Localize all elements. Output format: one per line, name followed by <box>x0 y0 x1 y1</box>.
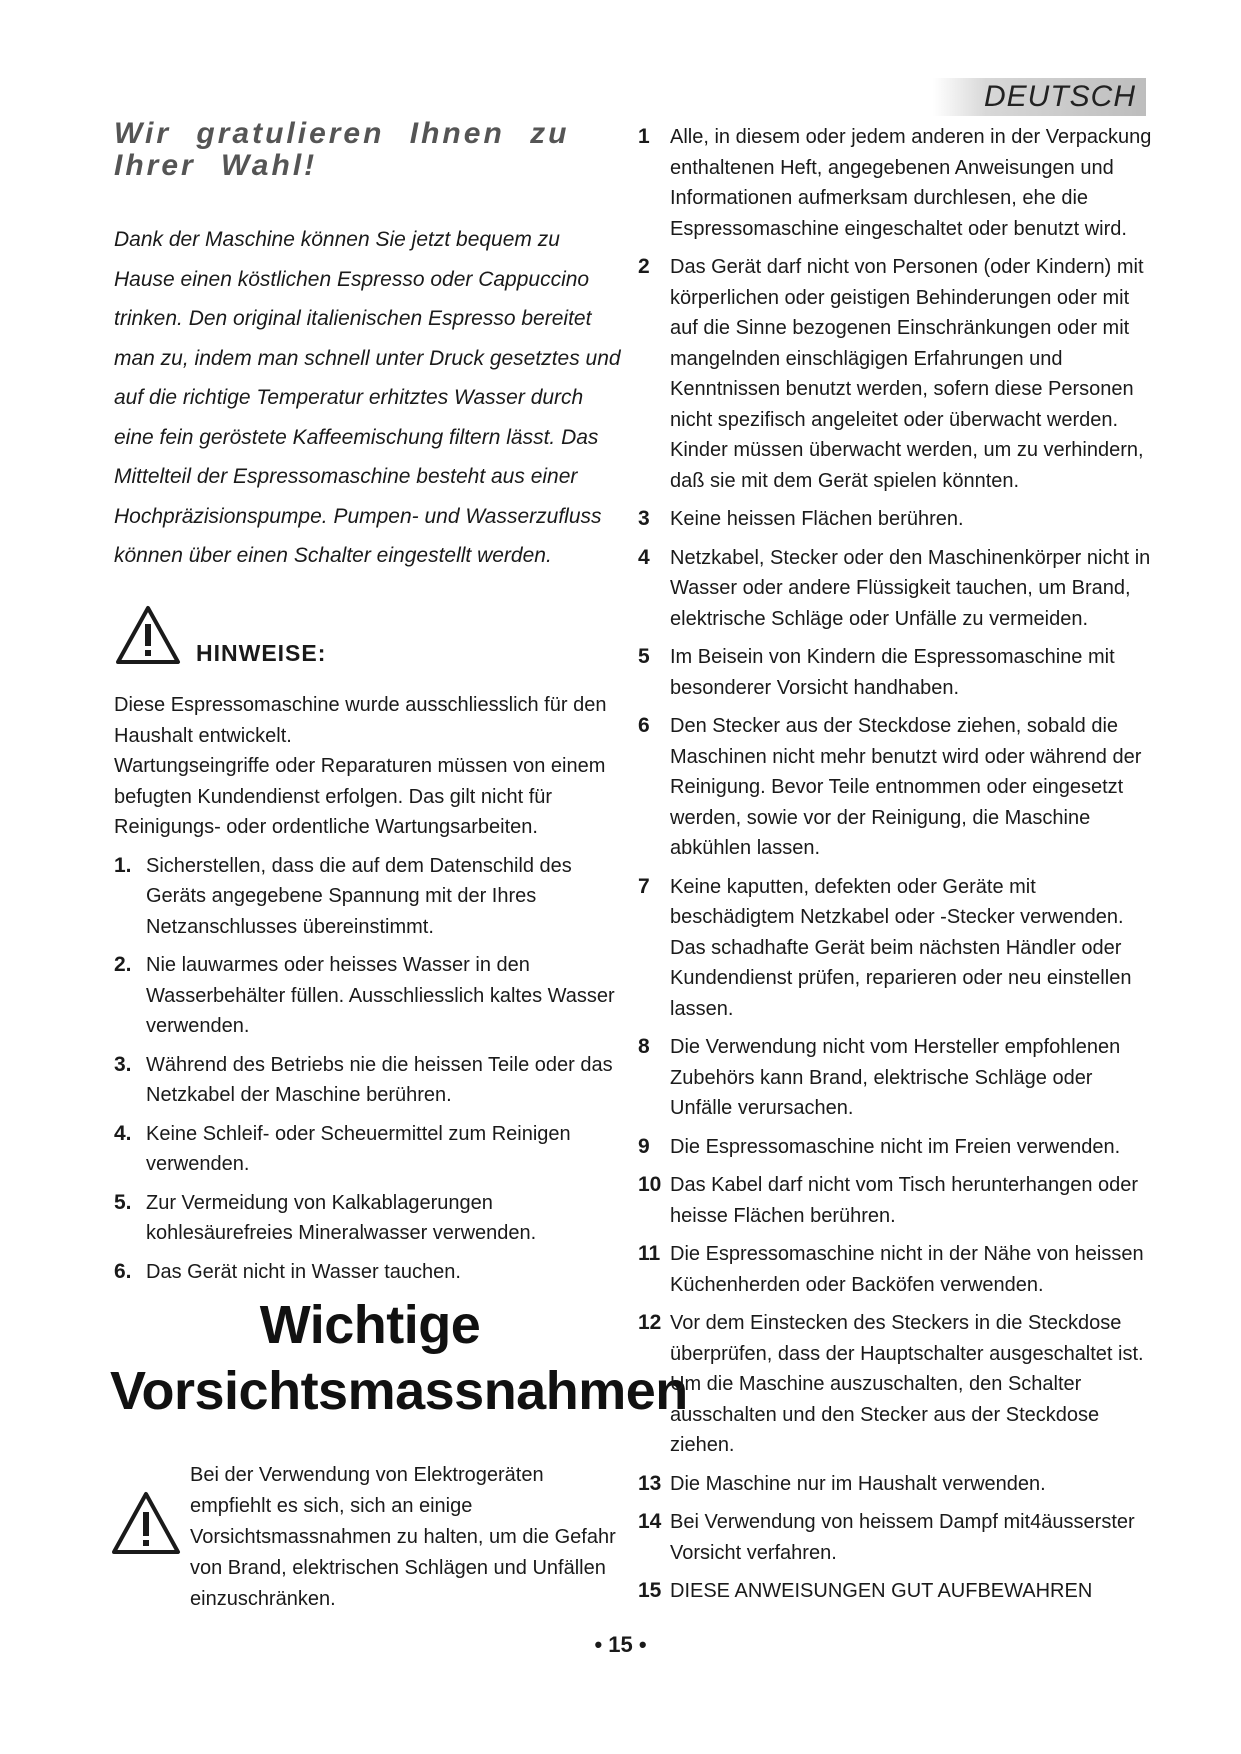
safety-warning-text: Bei der Verwendung von Elektrogeräten empfiehlt es sich, sich an einige Vorsichtsmassnahmen zu halten, um die Gefahr von Brand, elektrischen Schlägen und Unfällen einzuschränken. <box>190 1464 616 1610</box>
list-item <box>114 1257 624 1288</box>
list-item-number: 6. <box>114 1259 132 1283</box>
notes-numbered-list <box>114 851 624 1288</box>
list-item-number: 2. <box>114 953 132 976</box>
list-item-number: 8 <box>638 1035 650 1058</box>
headline-line-1: Wichtige <box>259 1295 481 1355</box>
list-item-number: 6 <box>638 714 650 737</box>
list-item-number: 2 <box>638 255 650 278</box>
list-item-number: 10 <box>638 1173 662 1196</box>
list-item <box>638 1469 1158 1500</box>
list-item-number: 4 <box>638 545 650 569</box>
list-item-text: Alle, in diesem oder jedem anderen in der Verpackung enthaltenen Heft, angegebenen Anweisungen und Informationen aufmerksam durchlesen, ehe die Espressomaschine eingeschaltet oder benutzt wird. <box>670 126 1152 240</box>
list-item-text: Netzkabel, Stecker oder den Maschinenkörper nicht in Wasser oder andere Flüssigkeit tauchen, um Brand, elektrische Schläge oder Unfälle zu vermeiden. <box>670 546 1151 630</box>
list-item <box>638 1576 1158 1607</box>
list-item-number: 4. <box>114 1121 132 1145</box>
list-item-text: Das Kabel darf nicht vom Tisch herunterhangen oder heisse Flächen berühren. <box>670 1174 1139 1227</box>
list-item-text: Die Espressomaschine nicht im Freien verwenden. <box>670 1135 1121 1158</box>
list-item-text: Keine Schleif- oder Scheuermittel zum Reinigen verwenden. <box>146 1122 571 1175</box>
language-label: DEUTSCH <box>983 80 1136 113</box>
list-item <box>638 543 1158 635</box>
list-item <box>114 950 624 1042</box>
list-item <box>638 1032 1158 1124</box>
note-paragraph-household: Diese Espressomaschine wurde ausschliesslich für den Haushalt entwickelt. <box>114 694 607 747</box>
list-item-number: 9 <box>638 1134 650 1158</box>
list-item-number: 12 <box>638 1311 662 1334</box>
list-item-text: Die Verwendung nicht vom Hersteller empfohlenen Zubehörs kann Brand, elektrische Schläge oder Unfälle verursachen. <box>670 1036 1121 1119</box>
notes-title: HINWEISE: <box>196 640 327 666</box>
list-item <box>638 642 1158 703</box>
list-item <box>638 252 1158 496</box>
list-item-text: Den Stecker aus der Steckdose ziehen, sobald die Maschinen nicht mehr benutzt wird oder während der Reinigung. Bevor Teile entnommen oder eingesetzt werden, sowie vor der Reinigung, die Maschine abkühlen lassen. <box>670 715 1142 859</box>
safety-instructions <box>638 122 1158 1615</box>
list-item <box>114 1050 624 1111</box>
list-item-number: 15 <box>638 1579 662 1602</box>
note-paragraph-service: Wartungseingriffe oder Reparaturen müssen von einem befugten Kundendienst erfolgen. Das gilt nicht für Reinigungs- oder ordentliche Wartungsarbeiten. <box>114 755 606 838</box>
language-tab <box>933 78 1146 116</box>
notes-header <box>114 604 624 674</box>
list-item-text: Zur Vermeidung von Kalkablagerungen kohlesäurefreies Mineralwasser verwenden. <box>146 1191 537 1244</box>
list-item-text: DIESE ANWEISUNGEN GUT AUFBEWAHREN <box>670 1580 1093 1602</box>
list-item-text: Die Maschine nur im Haushalt verwenden. <box>670 1472 1046 1495</box>
list-item-number: 3 <box>638 507 650 530</box>
list-item-text: Nie lauwarmes oder heisses Wasser in den Wasserbehälter füllen. Ausschliesslich kaltes Wasser verwenden. <box>146 954 615 1037</box>
list-item <box>638 1507 1158 1568</box>
list-item <box>638 1170 1158 1231</box>
list-item <box>114 851 624 943</box>
list-item <box>638 504 1158 535</box>
warning-triangle-icon <box>110 1490 182 1556</box>
list-item-number: 3. <box>114 1052 132 1076</box>
list-item-number: 5 <box>638 645 650 668</box>
list-item-text: Im Beisein von Kindern die Espressomaschine mit besonderer Vorsicht handhaben. <box>670 646 1115 699</box>
list-item-text: Bei Verwendung von heissem Dampf mit4äusserster Vorsicht verfahren. <box>670 1511 1135 1564</box>
list-item-text: Keine kaputten, defekten oder Geräte mit beschädigtem Netzkabel oder -Stecker verwenden. Das schadhafte Gerät beim nächsten Händler oder Kundendienst prüfen, reparieren oder neu einstellen lassen. <box>670 875 1132 1020</box>
page-number: • 15 • <box>594 1632 647 1657</box>
list-item-number: 5. <box>114 1190 132 1214</box>
list-item-number: 1 <box>638 125 650 148</box>
intro-paragraph: Dank der Maschine können Sie jetzt bequem zu Hause einen köstlichen Espresso oder Cappuccino trinken. Den original italienischen Espresso bereitet man zu, indem man schnell unter Druck gesetztes und auf die richtige Temperatur erhitztes Wasser durch eine fein geröstete Kaffeemischung filtern lässt. Das Mittelteil der Espressomaschine besteht aus einer Hochpräzisionspumpe. Pumpen- und Wasserzufluss können über einen Schalter eingestellt werden. <box>114 228 621 567</box>
list-item <box>638 1239 1158 1300</box>
list-item-text: Während des Betriebs nie die heissen Teile oder das Netzkabel der Maschine berühren. <box>146 1053 613 1106</box>
notes-body <box>114 690 624 1287</box>
list-item-number: 14 <box>638 1510 662 1533</box>
list-item <box>638 1308 1158 1461</box>
safety-warning-block <box>110 1460 630 1610</box>
list-item <box>114 1188 624 1249</box>
list-item-number: 1. <box>114 853 132 877</box>
list-item-number: 11 <box>638 1242 661 1265</box>
list-item-text: Vor dem Einstecken des Steckers in die Steckdose überprüfen, dass der Hauptschalter ausgeschaltet ist. Um die Maschine auszuschalten, den Schalter ausschalten und den Stecker aus der Steckdose ziehen. <box>670 1312 1144 1456</box>
safety-numbered-list <box>638 122 1158 1607</box>
warning-triangle-icon <box>114 604 182 666</box>
congratulations-heading: Wir gratulieren Ihnen zu Ihrer Wahl! <box>114 117 570 182</box>
list-item-text: Sicherstellen, dass die auf dem Datenschild des Geräts angegebene Spannung mit der Ihres Netzanschlusses übereinstimmt. <box>146 854 572 938</box>
list-item <box>638 711 1158 864</box>
list-item <box>114 1119 624 1180</box>
list-item-number: 7 <box>638 874 650 898</box>
list-item <box>638 122 1158 244</box>
list-item-number: 13 <box>638 1471 662 1495</box>
list-item-text: Keine heissen Flächen berühren. <box>670 508 964 530</box>
intro-section <box>114 118 624 576</box>
list-item <box>638 872 1158 1025</box>
headline-line-2: Vorsichtsmassnahmen <box>110 1361 688 1421</box>
list-item <box>638 1132 1158 1163</box>
list-item-text: Das Gerät darf nicht von Personen (oder Kindern) mit körperlichen oder geistigen Behinderungen oder mit auf die Sinne bezogenen Einschränkungen oder mit mangelnden einschlägigen Erfahrungen und Kenntnissen benutzt werden, sofern diese Personen nicht spezifisch angeleitet oder überwacht werden. Kinder müssen überwacht werden, um zu verhindern, daß sie mit dem Gerät spielen könnten. <box>670 256 1144 492</box>
list-item-text: Das Gerät nicht in Wasser tauchen. <box>146 1260 461 1283</box>
list-item-text: Die Espressomaschine nicht in der Nähe von heissen Küchenherden oder Backöfen verwenden. <box>670 1243 1144 1296</box>
